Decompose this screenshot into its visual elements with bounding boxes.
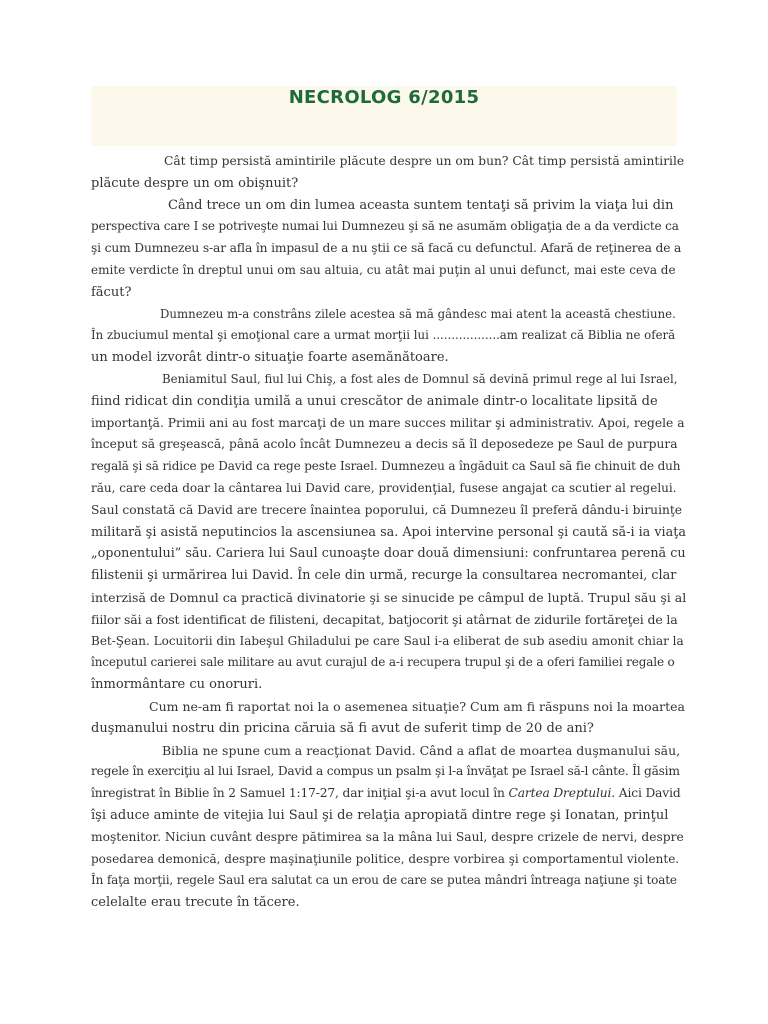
text-line: îşi aduce aminte de vitejia lui Saul şi de relaţia apropiată dintre rege şi Ionatan, prinţul (91, 807, 669, 823)
text-line: Biblia ne spune cum a reacţionat David. Când a aflat de moartea duşmanului său, (162, 742, 681, 758)
text-line: rău, care ceda doar la cântarea lui David care, providenţial, fusese angajat ca scutier al regelui. (91, 480, 677, 495)
text-line (91, 783, 686, 805)
text-line: Beniamitul Saul, fiul lui Chiş, a fost ales de Domnul să devină primul rege al lui Israel, (162, 371, 678, 386)
text-line: posedarea demonică, despre maşinaţiunile politice, despre vorbirea şi comportamentul violente. (91, 851, 680, 866)
text-line: Cum ne-am fi raportat noi la o asemenea situaţie? Cum am fi răspuns noi la moartea (149, 698, 686, 714)
text-line: perspectiva care I se potriveşte numai lui Dumnezeu şi să ne asumăm obligaţia de a da verdicte ca (91, 219, 679, 234)
text-line: Saul constată că David are trecere înaintea poporului, că Dumnezeu îl preferă dându-i biruinţe (91, 502, 683, 517)
text-line: regele în exerciţiu al lui Israel, David a compus un psalm şi l-a învăţat pe Israel să-l cânte. Îl găsim (91, 764, 680, 779)
text-line: Dumnezeu m-a constrâns zilele acestea să mă gândesc mai atent la această chestiune. (160, 306, 676, 321)
text-line: importanţă. Primii ani au fost marcaţi de un mare succes militar şi administrativ. Apoi, regele a (91, 415, 685, 430)
text-fragment: . Aici David (611, 786, 681, 801)
text-line: şi cum Dumnezeu s-ar afla în impasul de a nu ştii ce să facă cu defunctul. Afară de reţinerea de a (91, 241, 682, 256)
text-line: începutul carierei sale militare au avut curajul de a-i recupera trupul şi de a oferi familiei regale o (91, 655, 675, 670)
text-line: moştenitor. Niciun cuvânt despre pătimirea sa la mâna lui Saul, despre crizele de nervi, despre (91, 829, 684, 844)
text-line: În zbuciumul mental şi emoţional care a urmat morţii lui ..................am realizat că Biblia ne oferă (91, 328, 676, 343)
title-banner (91, 86, 677, 146)
text-line: fiilor săi a fost identificat de filisteni, decapitat, batjocorit şi atârnat de zidurile fortăreţei de la (91, 611, 678, 627)
text-line: Cât timp persistă amintirile plăcute despre un om bun? Cât timp persistă amintirile (164, 154, 685, 168)
text-line: Când trece un om din lumea aceasta suntem tentaţi să privim la viaţa lui din (168, 197, 674, 213)
text-line: duşmanului nostru din pricina căruia să fi avut de suferit timp de 20 de ani? (91, 720, 594, 736)
text-fragment: înregistrat în Biblie în 2 Samuel 1:17-27, dar iniţial şi-a avut locul în (91, 786, 509, 801)
text-line: emite verdicte în dreptul unui om sau altuia, cu atât mai puţin al unui defunct, mai este ceva de (91, 262, 676, 277)
text-line: interzisă de Domnul ca practică divinatorie şi se sinucide pe câmpul de luptă. Trupul său şi al (91, 589, 687, 605)
text-line: „oponentului” său. Cariera lui Saul cunoaşte doar două dimensiuni: confruntarea perenă cu (91, 546, 686, 562)
text-line: un model izvorât dintr-o situaţie foarte asemănătoare. (91, 350, 449, 366)
document-title: NECROLOG 6/2015 (288, 87, 480, 108)
text-line: filistenii şi urmărirea lui David. În cele din urmă, recurge la consultarea necromantei, clar (91, 568, 677, 584)
text-line: înmormântare cu onoruri. (91, 677, 263, 693)
text-line: plăcute despre un om obişnuit? (91, 175, 299, 191)
text-line: făcut? (91, 284, 132, 300)
text-line: celelalte erau trecute în tăcere. (91, 895, 300, 911)
text-line: Bet-Şean. Locuitorii din Iabeşul Ghiladului pe care Saul i-a eliberat de sub asediu amonit chiar la (91, 633, 684, 648)
text-line: regală şi să ridice pe David ca rege peste Israel. Dumnezeu a îngăduit ca Saul să fie chinuit de duh (91, 459, 681, 474)
text-line: fiind ridicat din condiţia umilă a unui crescător de animale dintr-o localitate lipsită de (91, 393, 658, 409)
text-line: început să greşească, până acolo încât Dumnezeu a decis să îl deposedeze pe Saul de purpura (91, 437, 678, 452)
document-body (91, 151, 686, 914)
text-line: militară şi asistă neputincios la ascensiunea sa. Apoi intervine personal şi caută să-i ia viaţa (91, 524, 686, 540)
book-title: Cartea Dreptului (508, 786, 612, 801)
text-line: În faţa morţii, regele Saul era salutat ca un erou de care se putea mândri întreaga naţiune şi toate (91, 873, 677, 888)
